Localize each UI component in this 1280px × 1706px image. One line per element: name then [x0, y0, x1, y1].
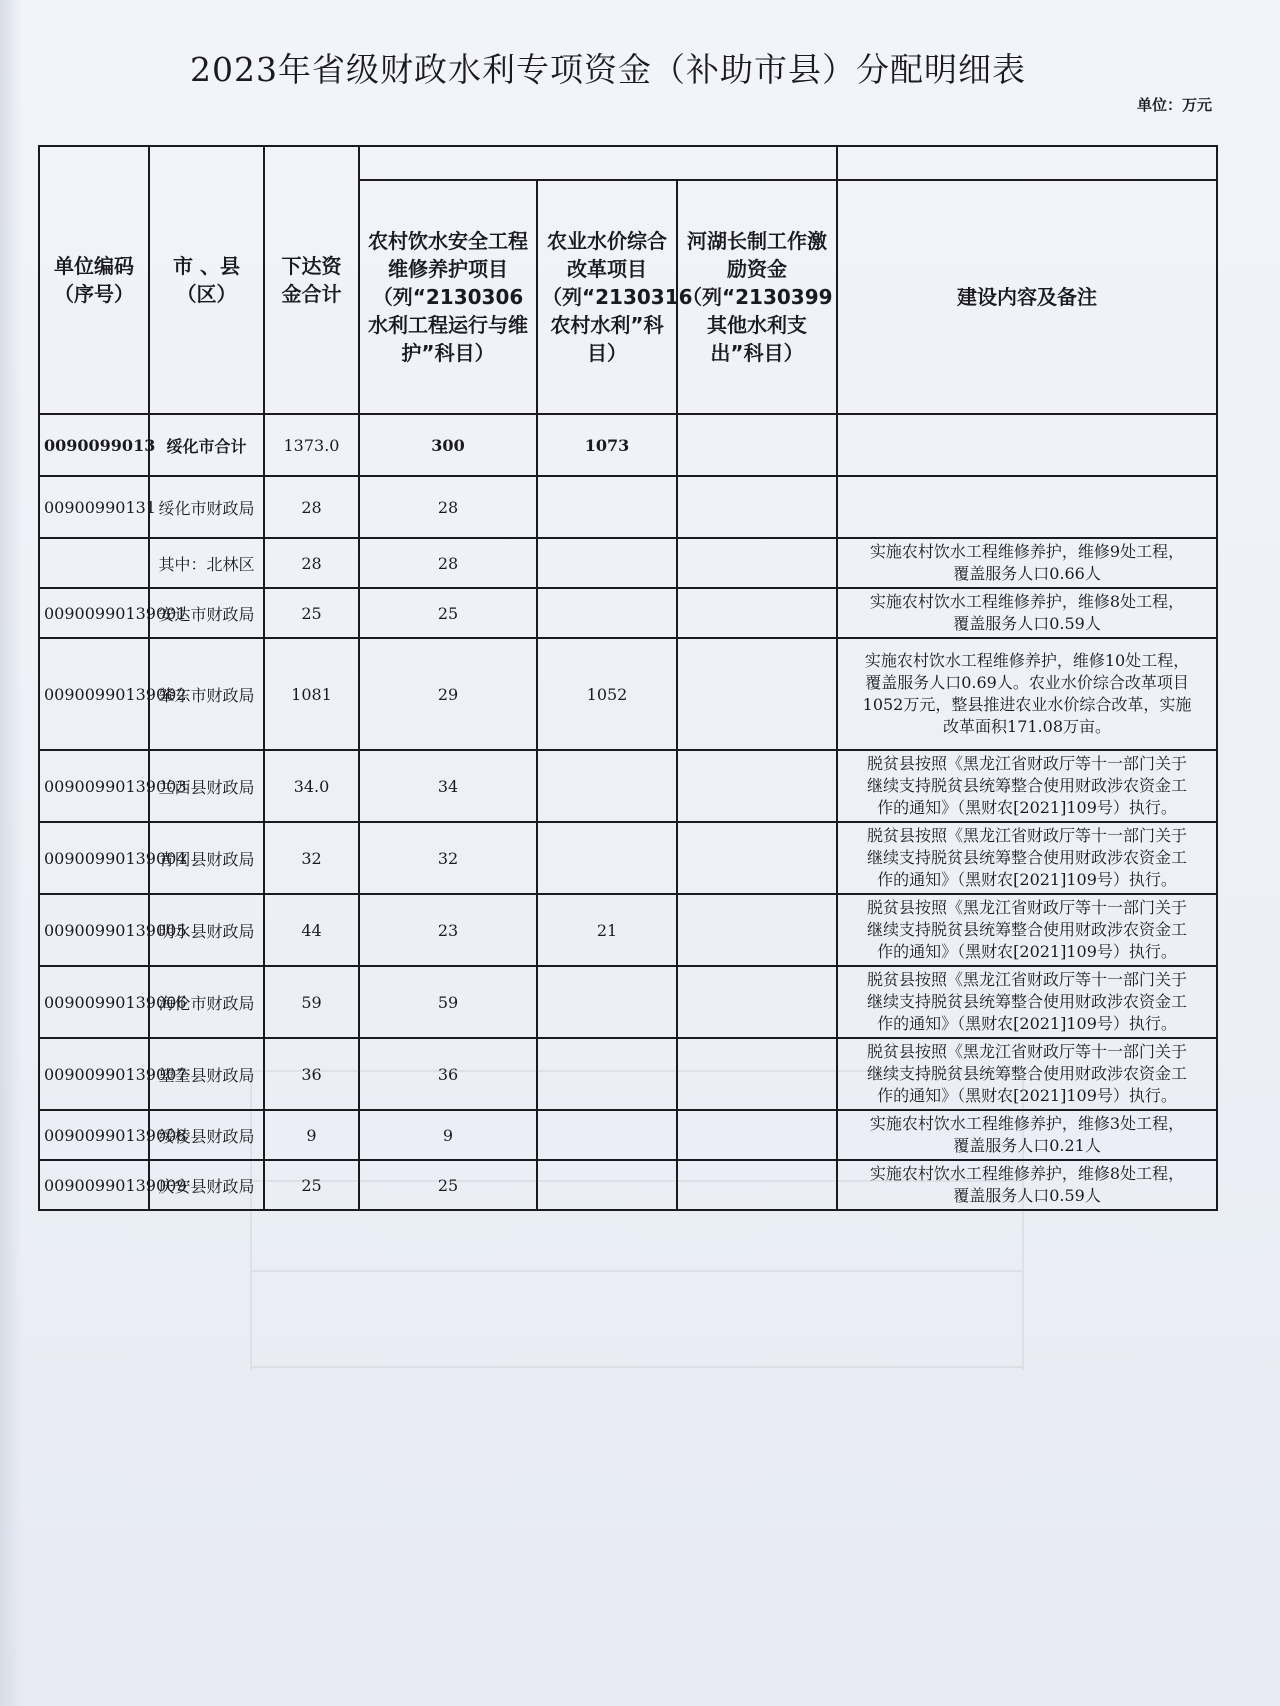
cell-code: 00900990139009	[39, 1160, 149, 1210]
cell-water-price: 1073	[537, 414, 677, 476]
cell-region: 兰西县财政局	[149, 750, 264, 822]
cell-region: 绥化市财政局	[149, 476, 264, 538]
header-river-chief: 河湖长制工作激励资金（列“2130399其他水利支出”科目）	[677, 180, 837, 414]
cell-region: 安达市财政局	[149, 588, 264, 638]
cell-code: 00900990139007	[39, 1038, 149, 1110]
cell-water-price: 1052	[537, 638, 677, 750]
header-rural-water: 农村饮水安全工程维修养护项目（列“2130306水利工程运行与维护”科目）	[359, 180, 537, 414]
cell-rural-water: 36	[359, 1038, 537, 1110]
cell-code: 00900990131	[39, 476, 149, 538]
cell-rural-water: 9	[359, 1110, 537, 1160]
cell-river-chief	[677, 476, 837, 538]
allocation-table	[38, 145, 1218, 1211]
cell-river-chief	[677, 966, 837, 1038]
table-row	[39, 414, 1217, 476]
cell-code: 00900990139005	[39, 894, 149, 966]
cell-water-price	[537, 966, 677, 1038]
header-total: 下达资 金合计	[264, 146, 359, 414]
cell-region: 庆安县财政局	[149, 1160, 264, 1210]
cell-river-chief	[677, 588, 837, 638]
cell-region: 望奎县财政局	[149, 1038, 264, 1110]
cell-region: 明水县财政局	[149, 894, 264, 966]
cell-code: 00900990139003	[39, 750, 149, 822]
cell-river-chief	[677, 822, 837, 894]
cell-rural-water: 29	[359, 638, 537, 750]
cell-notes: 实施农村饮水工程维修养护，维修8处工程， 覆盖服务人口0.59人	[837, 1160, 1217, 1210]
table-row	[39, 822, 1217, 894]
cell-notes: 脱贫县按照《黑龙江省财政厅等十一部门关于 继续支持脱贫县统筹整合使用财政涉农资金工 作的通知》（黑财农[2021]109号）执行。	[837, 1038, 1217, 1110]
cell-notes: 脱贫县按照《黑龙江省财政厅等十一部门关于 继续支持脱贫县统筹整合使用财政涉农资金工 作的通知》（黑财农[2021]109号）执行。	[837, 822, 1217, 894]
cell-total: 28	[264, 476, 359, 538]
header-notes-top-cell	[837, 146, 1217, 180]
header-notes: 建设内容及备注	[837, 180, 1217, 414]
cell-total: 32	[264, 822, 359, 894]
unit-label: 单位：万元	[1136, 96, 1212, 114]
cell-region: 其中：北林区	[149, 538, 264, 588]
cell-river-chief	[677, 538, 837, 588]
cell-river-chief	[677, 750, 837, 822]
cell-rural-water: 32	[359, 822, 537, 894]
cell-total: 9	[264, 1110, 359, 1160]
cell-notes: 脱贫县按照《黑龙江省财政厅等十一部门关于 继续支持脱贫县统筹整合使用财政涉农资金工 作的通知》（黑财农[2021]109号）执行。	[837, 966, 1217, 1038]
table-row	[39, 538, 1217, 588]
cell-water-price	[537, 588, 677, 638]
cell-rural-water: 25	[359, 588, 537, 638]
cell-notes: 脱贫县按照《黑龙江省财政厅等十一部门关于 继续支持脱贫县统筹整合使用财政涉农资金工 作的通知》（黑财农[2021]109号）执行。	[837, 750, 1217, 822]
cell-total: 25	[264, 1160, 359, 1210]
table-row	[39, 476, 1217, 538]
cell-rural-water: 28	[359, 476, 537, 538]
cell-code: 00900990139006	[39, 966, 149, 1038]
cell-water-price: 21	[537, 894, 677, 966]
cell-code: 00900990139002	[39, 638, 149, 750]
cell-notes: 脱贫县按照《黑龙江省财政厅等十一部门关于 继续支持脱贫县统筹整合使用财政涉农资金工 作的通知》（黑财农[2021]109号）执行。	[837, 894, 1217, 966]
table-row	[39, 588, 1217, 638]
cell-rural-water: 28	[359, 538, 537, 588]
cell-water-price	[537, 822, 677, 894]
cell-total: 44	[264, 894, 359, 966]
cell-region: 肇东市财政局	[149, 638, 264, 750]
cell-total: 59	[264, 966, 359, 1038]
cell-code: 00900990139001	[39, 588, 149, 638]
cell-river-chief	[677, 894, 837, 966]
cell-water-price	[537, 476, 677, 538]
cell-notes	[837, 414, 1217, 476]
cell-total: 34.0	[264, 750, 359, 822]
cell-region: 绥棱县财政局	[149, 1110, 264, 1160]
cell-total: 1081	[264, 638, 359, 750]
cell-notes: 实施农村饮水工程维修养护，维修10处工程， 覆盖服务人口0.69人。农业水价综合改革项目 1052万元，整县推进农业水价综合改革，实施 改革面积171.08万亩。	[837, 638, 1217, 750]
cell-rural-water: 23	[359, 894, 537, 966]
cell-water-price	[537, 538, 677, 588]
cell-code: 00900990139008	[39, 1110, 149, 1160]
cell-notes: 实施农村饮水工程维修养护，维修9处工程， 覆盖服务人口0.66人	[837, 538, 1217, 588]
header-region: 市 、县 （区）	[149, 146, 264, 414]
cell-code: 00900990139004	[39, 822, 149, 894]
cell-total: 25	[264, 588, 359, 638]
table-row	[39, 638, 1217, 750]
cell-code: 0090099013	[39, 414, 149, 476]
table-row	[39, 894, 1217, 966]
cell-river-chief	[677, 414, 837, 476]
cell-region: 青冈县财政局	[149, 822, 264, 894]
cell-rural-water: 34	[359, 750, 537, 822]
header-water-price: 农业水价综合改革项目（列“2130316农村水利”科目）	[537, 180, 677, 414]
bleed-through-table-ghost	[250, 1070, 1024, 1370]
header-code: 单位编码 （序号）	[39, 146, 149, 414]
cell-region: 绥化市合计	[149, 414, 264, 476]
page-edge-shadow	[0, 0, 22, 1706]
header-spacer-row	[39, 146, 1217, 180]
cell-total: 28	[264, 538, 359, 588]
cell-rural-water: 25	[359, 1160, 537, 1210]
cell-notes: 实施农村饮水工程维修养护，维修3处工程， 覆盖服务人口0.21人	[837, 1110, 1217, 1160]
table-row	[39, 750, 1217, 822]
cell-code	[39, 538, 149, 588]
cell-notes	[837, 476, 1217, 538]
header-group-cell	[359, 146, 837, 180]
cell-rural-water: 59	[359, 966, 537, 1038]
cell-river-chief	[677, 638, 837, 750]
document-title: 2023年省级财政水利专项资金（补助市县）分配明细表	[190, 50, 1026, 89]
cell-total: 1373.0	[264, 414, 359, 476]
cell-notes: 实施农村饮水工程维修养护，维修8处工程， 覆盖服务人口0.59人	[837, 588, 1217, 638]
cell-total: 36	[264, 1038, 359, 1110]
table-row	[39, 966, 1217, 1038]
cell-water-price	[537, 750, 677, 822]
cell-rural-water: 300	[359, 414, 537, 476]
cell-region: 海伦市财政局	[149, 966, 264, 1038]
